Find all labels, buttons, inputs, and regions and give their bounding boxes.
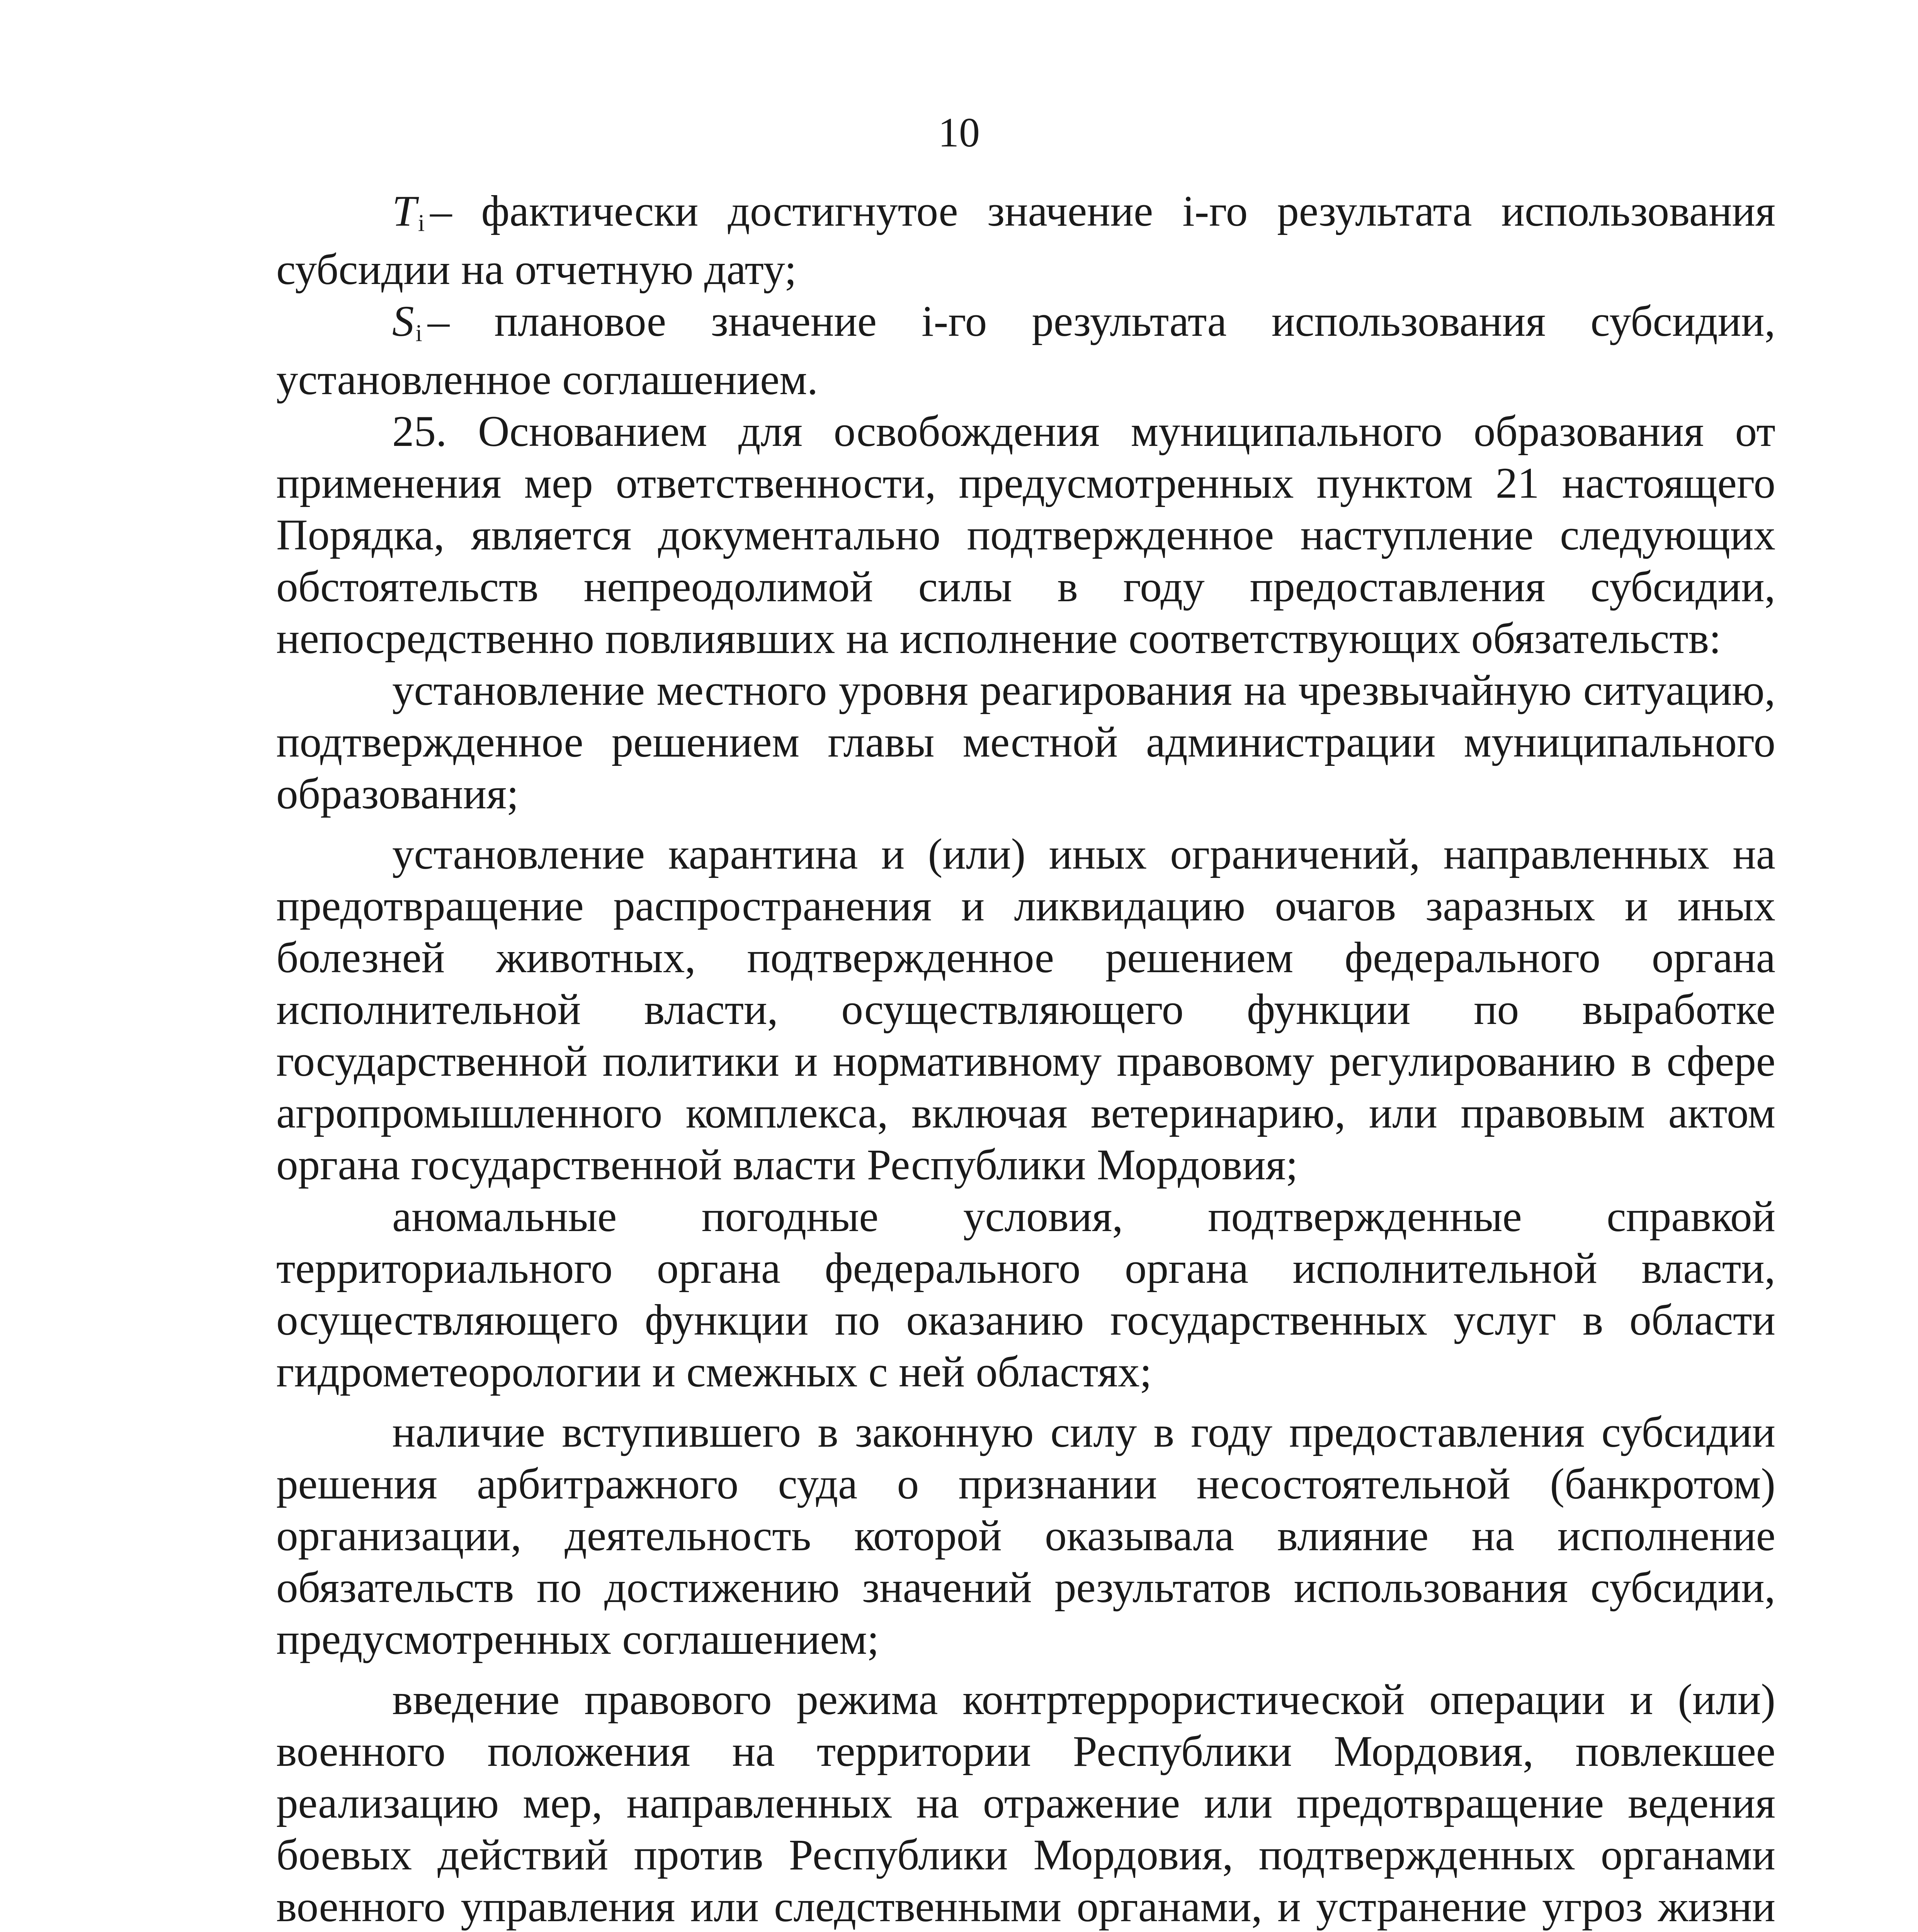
subscript-i: i — [415, 320, 422, 347]
definition-si — [276, 296, 1775, 406]
definition-si-text: – плановое значение i-го результата использования субсидии, установленное соглашением. — [276, 297, 1775, 404]
page-number: 10 — [938, 110, 980, 156]
paragraph-local-emergency: установление местного уровня реагирования на чрезвычайную ситуацию, подтвержденное решением главы местной администрации муниципального образования; — [276, 666, 1775, 818]
paragraph-quarantine: установление карантина и (или) иных ограничений, направленных на предотвращение распространения и ликвидацию очагов заразных и иных болезней животных, подтвержденное решением федерального органа исполнительной власти, осуществляющего функции по выработке государственной политики и нормативному правовому регулированию в сфере агропромышленного комплекса, включая ветеринарию, или правовым актом органа государственной власти Республики Мордовия; — [276, 830, 1775, 1189]
paragraph-arbitration: наличие вступившего в законную силу в году предоставления субсидии решения арбитражного суда о признании несостоятельной (банкротом) организации, деятельность которой оказывала влияние на исполнение обязательств по достижению значений результатов использования субсидии, предусмотренных соглашением; — [276, 1408, 1775, 1663]
symbol-s: S — [392, 297, 414, 345]
definition-ti-text: – фактически достигнутое значение i-го результата использования субсидии на отчетную дату; — [276, 187, 1775, 294]
paragraph-25-intro: 25. Основанием для освобождения муниципального образования от применения мер ответственности, предусмотренных пунктом 21 настоящего Порядка, является документально подтвержденное наступление следующих обстоятельств непреодолимой силы в году предоставления субсидии, непосредственно повлиявших на исполнение соответствующих обязательств: — [276, 407, 1775, 663]
subscript-i: i — [418, 210, 425, 236]
paragraph-weather: аномальные погодные условия, подтвержденные справкой территориального органа федерального органа исполнительной власти, осуществляющего функции по оказанию государственных услуг в области гидрометеорологии и смежных с ней областях; — [276, 1192, 1775, 1396]
definition-ti — [276, 185, 1775, 296]
paragraph-martial-law: введение правового режима контртеррористической операции и (или) военного положения на территории Республики Мордовия, повлекшее реализацию мер, направленных на отражение или предотвращение ведения боевых действий против Республики Мордовия, подтвержденных органами военного управления или следственными органами, и устранение угроз жизни — [276, 1675, 1775, 1931]
symbol-t: T — [392, 187, 417, 235]
document-body — [276, 185, 1775, 1932]
